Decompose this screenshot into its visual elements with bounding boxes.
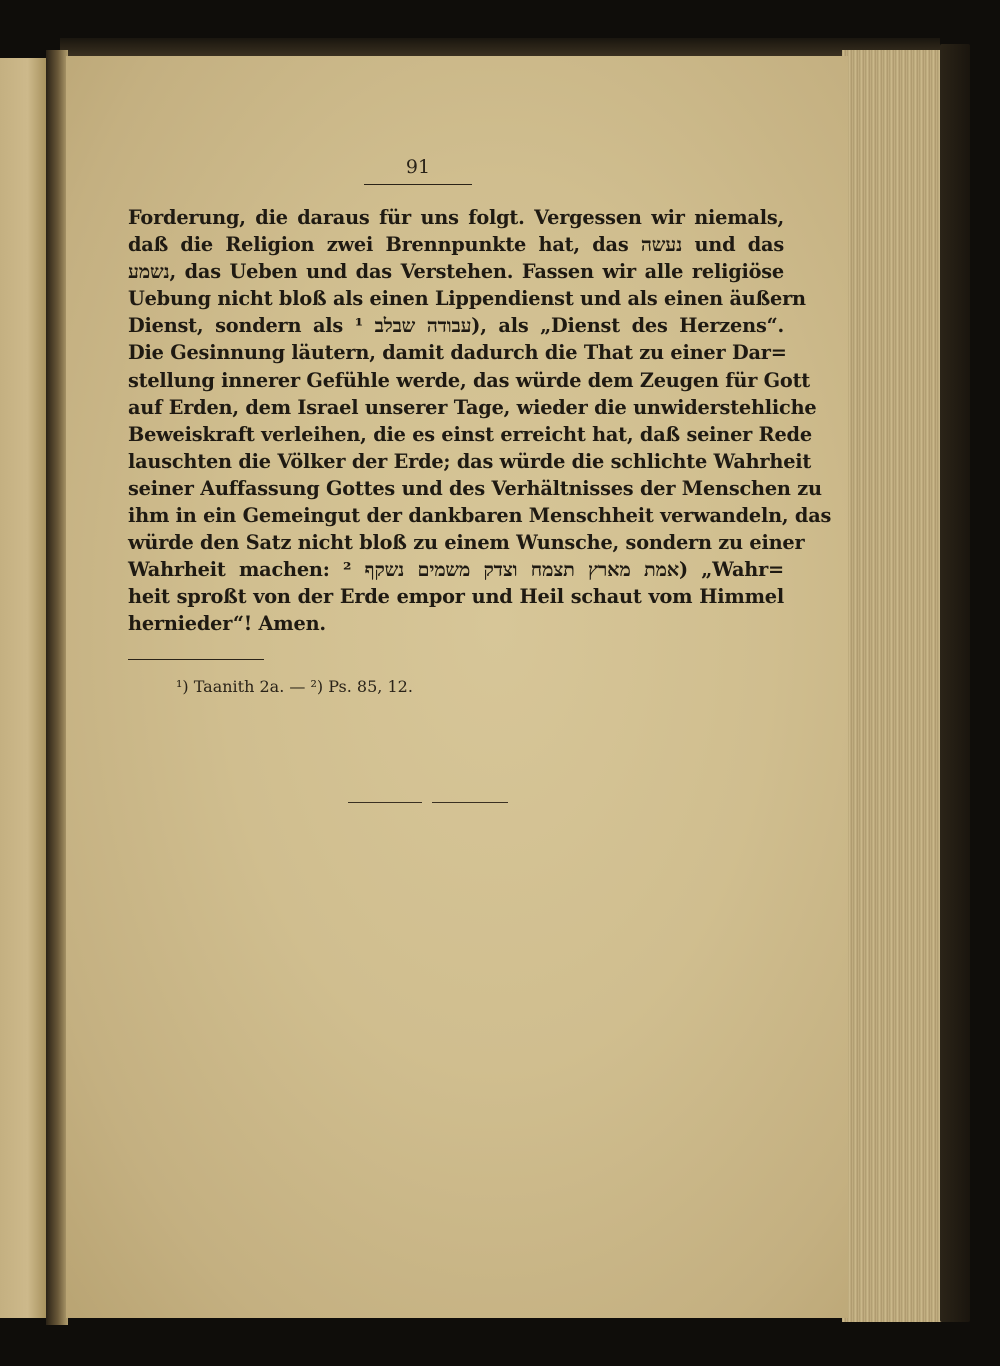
text-line: hernieder“! Amen. bbox=[128, 612, 326, 636]
book-top-edge bbox=[60, 38, 940, 56]
text-line: Forderung, die daraus für uns folgt. Vergessen wir niemals, bbox=[128, 206, 784, 229]
text-line: נשמע, das Ueben und das Verstehen. Fassen wir alle religiöse bbox=[128, 260, 784, 284]
page-number: 91 bbox=[405, 156, 431, 178]
text-line: Die Gesinnung läutern, damit dadurch die That zu einer Dar= bbox=[128, 341, 787, 365]
text-line: lauschten die Völker der Erde; das würde die schlichte Wahrheit bbox=[128, 449, 812, 473]
end-rule-left bbox=[348, 802, 422, 803]
end-rule-right bbox=[432, 802, 508, 803]
text-line: stellung innerer Gefühle werde, das würde dem Zeugen für Gott bbox=[128, 368, 811, 392]
page-header bbox=[364, 156, 472, 185]
text-line: seiner Auffassung Gottes und des Verhältnisses der Menschen zu bbox=[128, 476, 822, 500]
text-line: Uebung nicht bloß als einen Lippendienst und als einen äußern bbox=[128, 287, 806, 311]
text-line: würde den Satz nicht bloß zu einem Wunsche, sondern zu einer bbox=[128, 531, 805, 555]
page-block-edges bbox=[842, 50, 949, 1322]
text-line: daß die Religion zwei Brennpunkte hat, das נעשה und das bbox=[128, 233, 784, 257]
footnote-rule bbox=[128, 659, 264, 660]
body-text bbox=[128, 204, 832, 638]
text-line: auf Erden, dem Israel unserer Tage, wieder die unwiderstehliche bbox=[128, 395, 817, 419]
text-line: Wahrheit machen: אמת מארץ תצמח וצדק משמים נשקף ²) „Wahr= bbox=[128, 558, 784, 582]
book-gutter bbox=[46, 50, 68, 1325]
text-line: Beweiskraft verleihen, die es einst erreicht hat, daß seiner Rede bbox=[128, 422, 812, 446]
footnote: ¹) Taanith 2a. — ²) Ps. 85, 12. bbox=[176, 677, 413, 696]
header-rule bbox=[364, 184, 472, 185]
book-cover-edge bbox=[940, 44, 970, 1322]
left-page-edge bbox=[0, 58, 48, 1318]
text-line: Dienst, sondern als עבודה שבלב ¹), als „Dienst des Herzens“. bbox=[128, 314, 784, 338]
text-line: heit sproßt von der Erde empor und Heil schaut vom Himmel bbox=[128, 585, 784, 609]
text-line: ihm in ein Gemeingut der dankbaren Menschheit verwandeln, das bbox=[128, 504, 832, 528]
page bbox=[66, 56, 848, 1318]
